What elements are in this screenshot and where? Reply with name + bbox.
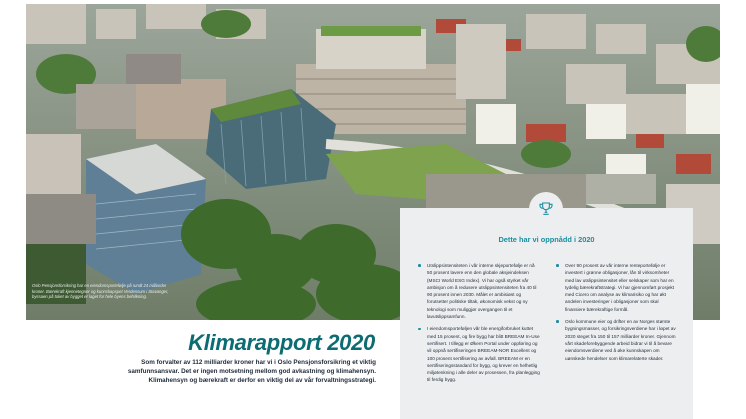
bullet-icon — [556, 264, 559, 267]
list-item-text: Oslo kommune eier og drifter en av Norges største bygningsmasser, og forsikringsverdiene har i løpet av 2020 steget fra 150 til 157 milliarder kroner. Gjennom vårt skadeforebyggende arbeid bidrar vi til å bevare eiendomsverdiene ved å øke kunnskapen om uønskede hendelser som klimarelaterte skader. — [565, 319, 676, 361]
page-title: Klimarapport 2020 — [188, 330, 375, 355]
achievements-right-column — [556, 262, 678, 367]
intro-paragraph: Som forvalter av 112 milliarder kroner har vi i Oslo Pensjonsforsikring et viktig samfunnsansvar. Det er ingen motsetning mellom god avkastning og klimahensyn. Klimahensyn og bærekraft er derfor en viktig del av vår forvaltningsstrategi. — [127, 359, 376, 384]
bullet-icon — [418, 328, 421, 331]
list-item-text: Utslippsintensiteten i vår interne skjeportefølje er nå 50 prosent lavere enn den globale aksjeindeksen (MSCI World ESG Index). Vi har også styrket vår ambisjon om å redusere utslippsintensiteten fra 40 til 90 prosent innen 2030. Målet er ambisiøst og forutsetter politiske tiltak, økonomisk vekst og ny teknologi som muliggjør overgangen til et lavutslippsamfunn. — [427, 263, 537, 320]
bullet-icon — [556, 320, 559, 323]
bullet-icon — [418, 264, 421, 267]
trophy-badge — [529, 192, 563, 226]
trophy-icon — [538, 201, 554, 217]
achievements-left-column — [418, 262, 540, 389]
list-item — [418, 325, 540, 383]
list-item — [418, 262, 540, 320]
list-item — [556, 318, 678, 362]
photo-caption: Oslo Pensjonsforsikring har en eiendomsportefølje på rundt 24 milliarder kroner. Bærekraft kjennetegner og kunnskapspet Verdensum i Stavanger, byssaen på toket av bygget er laget for hele byens befolkning. — [32, 283, 169, 300]
achievements-title: Dette har vi oppnådd i 2020 — [498, 235, 595, 244]
list-item-text: Over 90 prosent av vår interne renteportefølje er investert i grønne obligasjoner, lån til virksomheter med lav utslippsintensitet eller selskaper som har en tydelig bærekraftstrategi. Vi har gjennomført prosjekt med Cicero om analyse av klimarisiko og har økt andelen investeringer i obligasjoner som skal finansiere bærekraftige formål. — [565, 263, 675, 312]
list-item — [556, 262, 678, 313]
list-item-text: I eiendomsporteføljen vår ble energiforbruket kuttet med 15 prosent, og fire bygg har blitt BREEAM In-Use sertifisert. I tillegg er Økern Portal under oppføring og vil oppnå sertifiseringen BREEAM-NOR Excellent og 100 prosent sertifisering av avfall. BREEAM er en sertifiseringsstandard for bygg, og krever en helhetlig miljøtenkning i alle deler av prosessen, fra planlegging til ferdig bygg. — [427, 326, 540, 383]
